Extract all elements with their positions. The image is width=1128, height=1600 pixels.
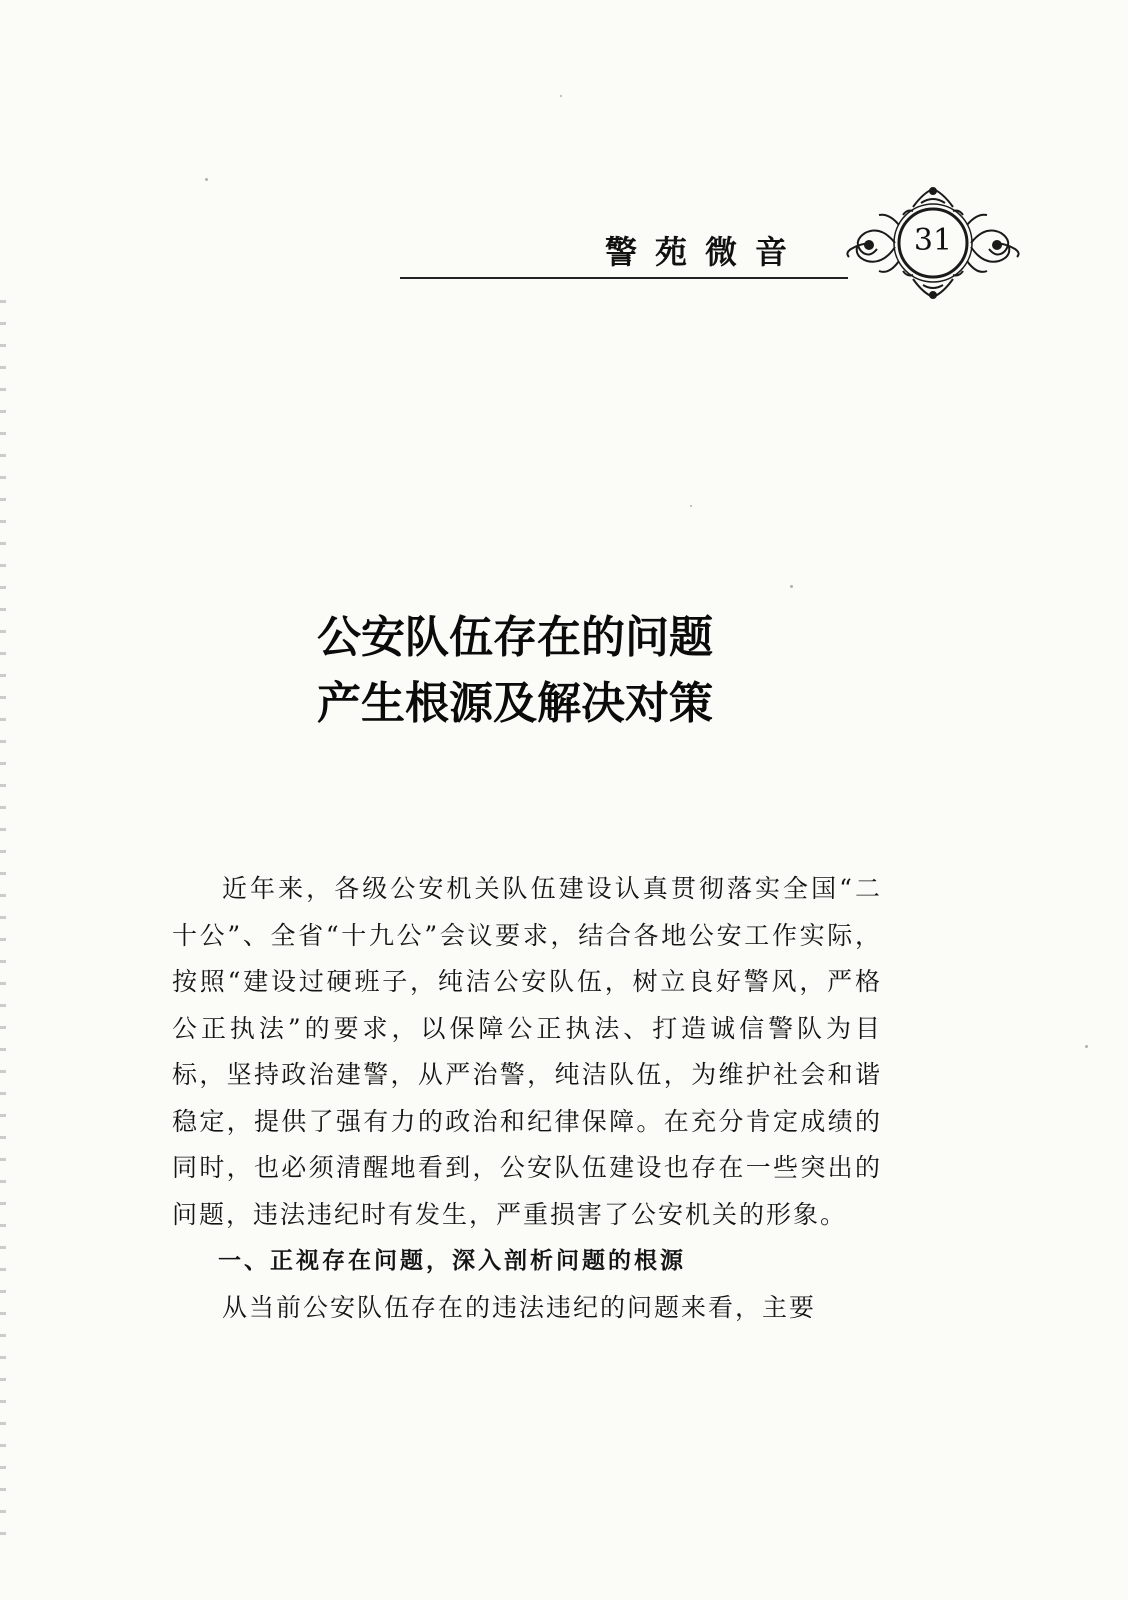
running-header [400, 185, 1050, 305]
paragraph-intro: 近年来，各级公安机关队伍建设认真贯彻落实全国“二十公”、全省“十九公”会议要求，结合各地公安工作实际，按照“建设过硬班子，纯洁公安队伍，树立良好警风，严格公正执法”的要求，以保障公正执法、打造诚信警队为目标，坚持政治建警，从严治警，纯洁队伍，为维护社会和谐稳定，提供了强有力的政治和纪律保障。在充分肯定成绩的同时，也必须清醒地看到，公安队伍建设也存在一些突出的问题，违法违纪时有发生，严重损害了公安机关的形象。 [172, 874, 882, 1229]
scan-speck [690, 505, 692, 507]
article-body [172, 866, 882, 1331]
paragraph-section-1: 从当前公安队伍存在的违法违纪的问题来看，主要 [222, 1292, 817, 1322]
section-heading-1: 一、正视存在问题，深入剖析问题的根源 [218, 1248, 686, 1274]
title-line-1: 公安队伍存在的问题 [317, 612, 713, 663]
scan-speck [790, 585, 793, 588]
scan-speck [560, 95, 562, 97]
title-line-2: 产生根源及解决对策 [317, 678, 713, 729]
scan-speck [205, 178, 208, 181]
scan-edge-marks [0, 300, 6, 1550]
scan-speck [1085, 1045, 1088, 1048]
article-title [0, 605, 1128, 737]
header-rule [400, 277, 848, 279]
section-name: 警苑微音 [605, 233, 806, 271]
page-number: 31 [913, 223, 953, 258]
